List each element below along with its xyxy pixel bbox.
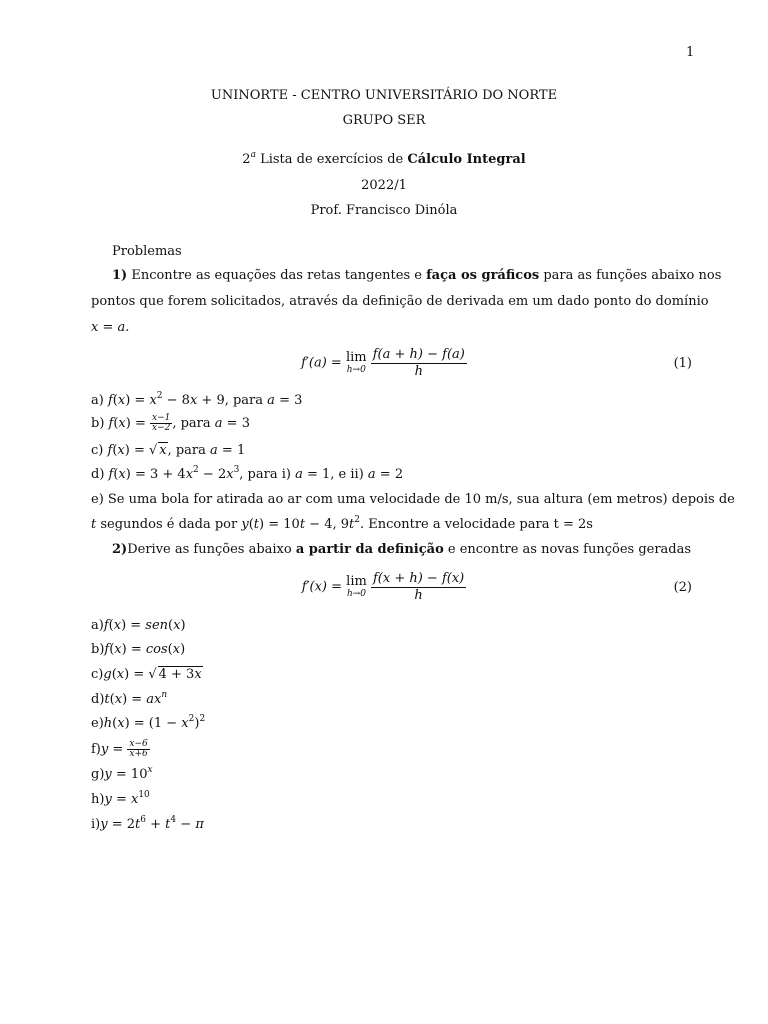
equation-2 xyxy=(0,571,768,603)
q2-b-label: b) xyxy=(91,642,105,657)
q1-line3 xyxy=(91,320,129,336)
eq1-lim: lim xyxy=(345,350,367,366)
eq1-number: (1) xyxy=(673,356,692,371)
q2-item-i: $i)y = 2t^6 + t^4 - \pi$ xyxy=(91,815,204,832)
q2-f-label: f) xyxy=(91,742,101,757)
eq2-sub: h→0 xyxy=(346,589,367,600)
list-title xyxy=(0,152,768,168)
professor: Prof. Francisco Dinóla xyxy=(310,203,458,218)
eq1-sub: h→0 xyxy=(346,365,366,376)
q1-item-b: b) f(x) = $\frac{x-1}{x-2}$ , para a = 3 xyxy=(91,413,250,433)
eq1-lhs: f′(a) = xyxy=(301,355,346,371)
list-number: 2 xyxy=(242,152,251,167)
q1-number: 1) xyxy=(112,268,128,283)
q2-bold: a partir da definição xyxy=(295,542,444,557)
year: 2022/1 xyxy=(361,178,407,193)
eq2-lim: lim xyxy=(346,574,367,590)
q2-item-d: $d)t(x) = ax^n$ xyxy=(91,690,168,707)
q1-item-e-line2: t segundos é dada por y(t) = 10t − 4, $9t^2$. Encontre a velocidade para t = 2s xyxy=(91,515,593,532)
eq2-number: (2) xyxy=(673,580,692,595)
eq2-numerator: f(x + h) − f(x) xyxy=(372,571,465,586)
e-text: segundos é dada por xyxy=(96,517,242,532)
q1-b-label: b) xyxy=(91,416,109,431)
q2-d-label: d) xyxy=(91,692,105,707)
q2-number: 2) xyxy=(112,542,128,557)
q2-item-h: $h)y = x^{10}$ xyxy=(91,790,150,807)
list-subject: Cálculo Integral xyxy=(407,152,526,167)
q2-item-c: c)g(x) = √ 4 + 3x xyxy=(91,667,202,682)
problems-heading: Problemas xyxy=(112,244,182,259)
q2-i-label: i) xyxy=(91,817,101,832)
page-number: 1 xyxy=(686,45,695,60)
q2-text-b: e encontre as novas funções geradas xyxy=(443,542,692,557)
q1-d-label: d) xyxy=(91,467,109,482)
q1-x-equals-a: x = a. xyxy=(91,320,130,335)
q1-a-label: a) xyxy=(91,393,108,408)
e-t-value: t = 2s xyxy=(553,517,593,532)
equation-1 xyxy=(0,347,768,379)
q2-item-g: $g)y = 10^x$ xyxy=(91,765,153,782)
q1-text-b: para as funções abaixo nos xyxy=(539,268,722,283)
q2-item-f: f)y = $\frac{x-6}{x+6}$ xyxy=(91,739,148,759)
q2-item-a: a)f(x) = sen(x) xyxy=(91,618,186,633)
q2-a-label: a) xyxy=(91,618,104,633)
q1-item-a: a) $f(x) = x^2 - 8x + 9$, para a = 3 xyxy=(91,391,303,408)
q1-item-c: c) f(x) = √ x, para a = 1 xyxy=(91,443,246,458)
eq2-denominator: h xyxy=(414,587,423,603)
q1-line2: pontos que forem solicitados, através da definição de derivada em um dado ponto do domínio xyxy=(91,294,709,309)
q1-item-d: d) $f(x) = 3 + 4x^2 - 2x^3$, para i) a = 1, e ii) a = 2 xyxy=(91,465,404,482)
q2-item-b: b)f(x) = cos(x) xyxy=(91,642,186,657)
q1-line1 xyxy=(112,268,722,284)
q1-bold: faça os gráficos xyxy=(426,268,540,283)
list-number-sup: a xyxy=(250,150,256,160)
q2-line1 xyxy=(112,542,691,558)
q2-e-label: e) xyxy=(91,716,104,731)
q1-c-label: c) xyxy=(91,443,108,458)
q2-h-label: h) xyxy=(91,792,105,807)
e-t: t xyxy=(91,517,97,532)
eq1-numerator: f(a + h) − f(a) xyxy=(372,347,465,362)
q1-text-a: Encontre as equações das retas tangentes e xyxy=(127,268,427,283)
list-text: Lista de exercícios de xyxy=(255,152,408,167)
q2-item-e: $e)h(x) = (1 - x^2)^2$ xyxy=(91,714,206,731)
group-title: GRUPO SER xyxy=(342,113,426,128)
eq2-lhs: f′(x) = xyxy=(301,579,347,595)
eq1-denominator: h xyxy=(414,363,423,379)
e-text2: . Encontre a velocidade para xyxy=(359,517,554,532)
institution-title: UNINORTE - CENTRO UNIVERSITÁRIO DO NORTE xyxy=(210,88,558,103)
q1-item-e-line1: e) Se uma bola for atirada ao ar com uma velocidade de 10 m/s, sua altura (em metros) depois de xyxy=(91,492,735,507)
q2-text-a: Derive as funções abaixo xyxy=(127,542,296,557)
q2-g-label: g) xyxy=(91,767,105,782)
q2-c-label: c) xyxy=(91,667,104,682)
